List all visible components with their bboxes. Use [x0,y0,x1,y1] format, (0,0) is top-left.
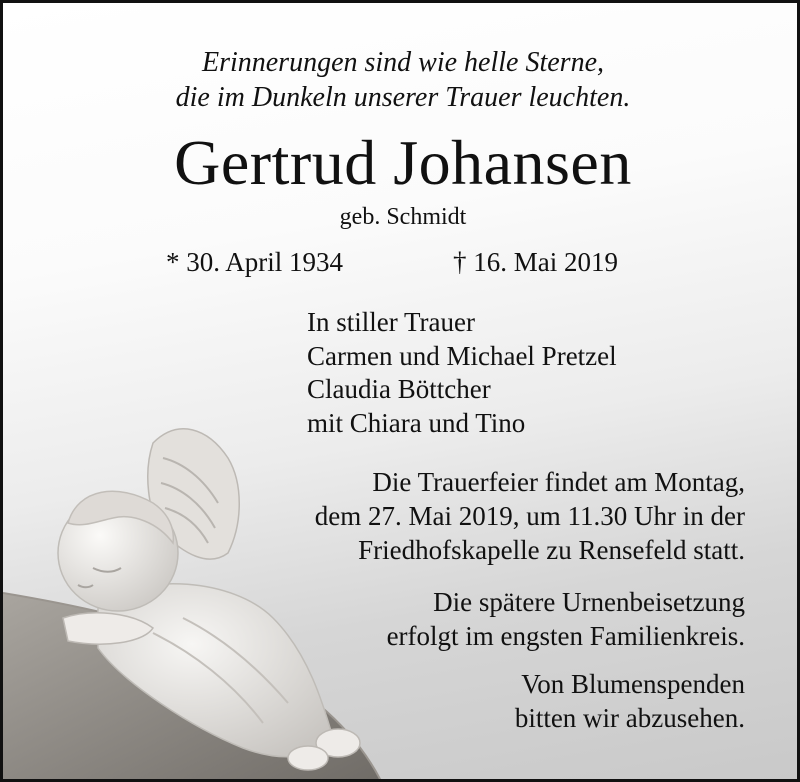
burial-notice-line: Die spätere Urnenbeisetzung [433,587,745,617]
motto-line-2: die im Dunkeln unserer Trauer leuchten. [175,82,631,113]
burial-notice-line: erfolgt im engsten Familienkreis. [386,621,745,651]
mourners-line: In stiller Trauer [307,307,475,337]
flowers-notice-line: bitten wir abzusehen. [514,703,745,733]
funeral-notice-line: dem 27. Mai 2019, um 11.30 Uhr in der [314,501,745,531]
mourners-line: Carmen und Michael Pretzel [307,340,617,371]
flowers-notice-line: Von Blumenspenden [521,669,745,699]
funeral-notice-line: Friedhofskapelle zu Rensefeld statt. [358,535,745,565]
sleeping-angel-image [3,403,423,782]
birth-date: * 30. April 1934 [166,247,344,277]
flowers-notice [515,667,745,735]
deceased-name: Gertrud Johansen [174,127,632,198]
burial-notice [387,585,745,653]
mourners-line: mit Chiara und Tino [307,407,526,438]
funeral-notice-line: Die Trauerfeier findet am Montag, [372,467,745,497]
mourners-line: Claudia Böttcher [307,374,491,404]
maiden-name: geb. Schmidt [339,204,467,230]
motto-line-1: Erinnerungen sind wie helle Sterne, [201,47,605,78]
motto-quote [3,45,800,115]
funeral-notice [315,465,745,567]
mourners-list [307,306,617,440]
death-date: † 16. Mai 2019 [453,247,618,277]
